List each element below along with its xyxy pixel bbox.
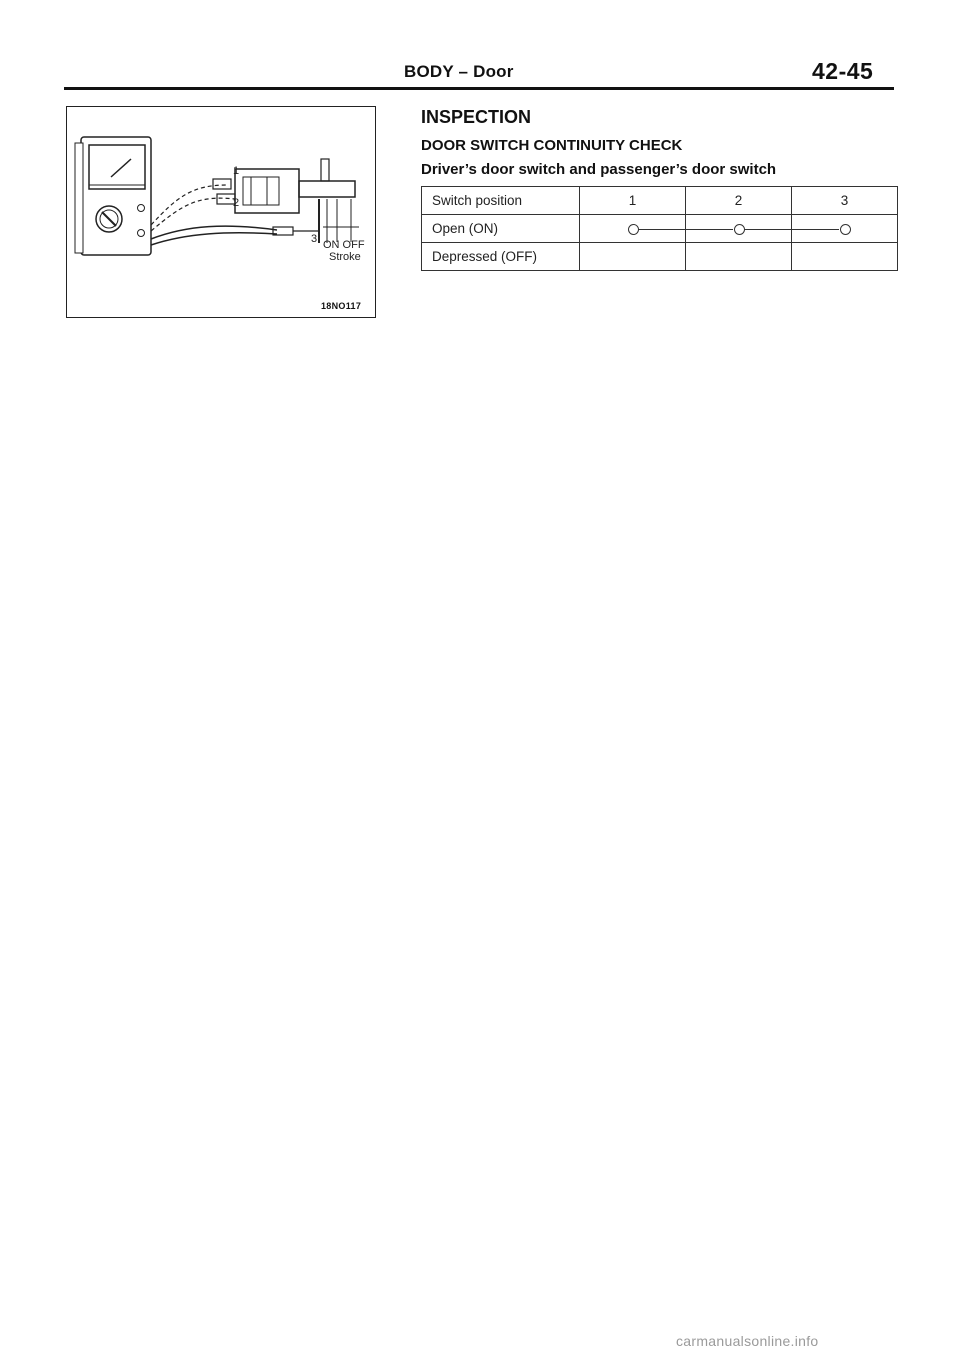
continuity-wire — [686, 229, 733, 230]
page-header-section: BODY – Door — [404, 62, 514, 81]
table-header-row — [422, 187, 898, 215]
terminal-label-1: 1 — [233, 165, 240, 177]
figure-code: 18NO117 — [321, 301, 362, 311]
stroke-label: Stroke — [329, 251, 361, 263]
terminal-label-2: 2 — [233, 197, 240, 209]
terminal-label-3: 3 — [311, 233, 318, 245]
continuity-wire — [744, 229, 791, 230]
watermark: carmanualsonline.info — [676, 1333, 819, 1349]
terminal-header-2: 2 — [686, 187, 792, 215]
terminal-header-1: 1 — [580, 187, 686, 215]
stroke-states-label: ON OFF — [323, 239, 365, 251]
table-row-open — [422, 215, 898, 243]
continuity-cell-depressed-2 — [686, 243, 792, 271]
continuity-cell-depressed-3 — [792, 243, 898, 271]
inspection-heading: INSPECTION — [421, 107, 532, 127]
continuity-table — [421, 186, 898, 271]
continuity-cell-open-1 — [580, 215, 686, 243]
continuity-terminal-circle — [840, 224, 851, 235]
multimeter-illustration — [67, 107, 377, 319]
continuity-wire — [792, 229, 839, 230]
continuity-cell-open-3 — [792, 215, 898, 243]
row-label-depressed: Depressed (OFF) — [422, 243, 580, 271]
terminal-header-3: 3 — [792, 187, 898, 215]
continuity-cell-depressed-1 — [580, 243, 686, 271]
switch-position-header: Switch position — [422, 187, 580, 215]
table-row-depressed — [422, 243, 898, 271]
continuity-check-heading: DOOR SWITCH CONTINUITY CHECK — [421, 137, 683, 154]
row-label-open: Open (ON) — [422, 215, 580, 243]
page-number: 42-45 — [812, 58, 874, 84]
illustration-figure — [66, 106, 376, 318]
continuity-cell-open-2 — [686, 215, 792, 243]
header-rule — [64, 87, 894, 90]
switch-caption: Driver’s door switch and passenger’s door switch — [421, 161, 777, 178]
continuity-wire — [638, 229, 685, 230]
